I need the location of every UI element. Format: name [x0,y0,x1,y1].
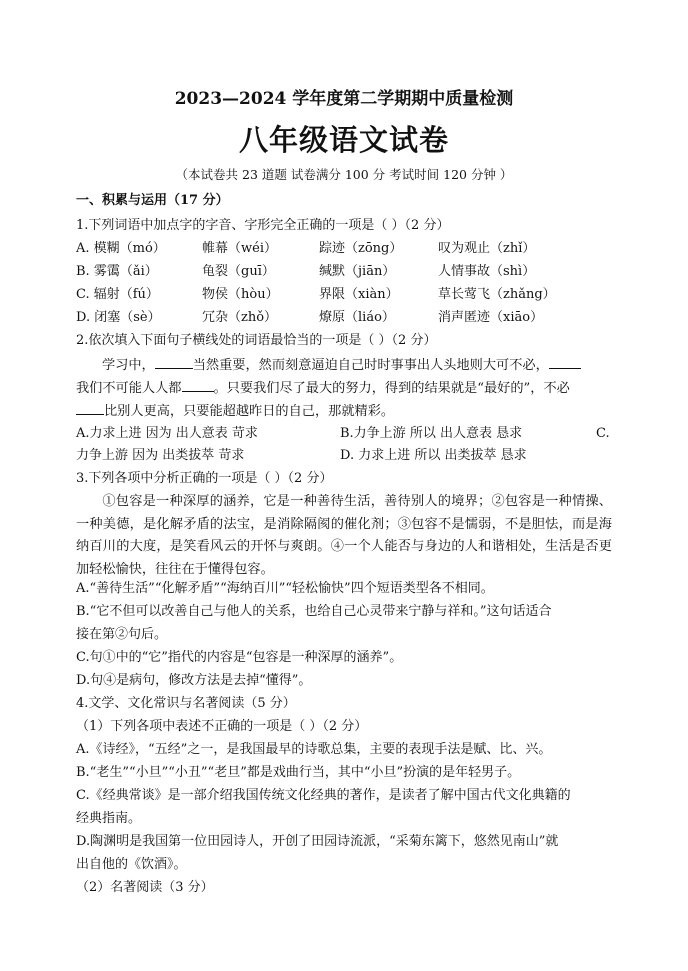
q1-option-d-4: 消声匿迹（xiāo） [438,310,544,325]
q1-option-d-2: 冗杂（zhǒ） [202,310,278,325]
answer-blank [76,402,104,415]
q2-option-c: 力争上游 因为 出类拔萃 苛求 [76,448,245,463]
q1-option-a-2: 帷幕（wéi） [202,241,277,256]
q1-option-c-3: 界限（xiàn） [319,287,399,302]
q2-passage-line-1: 学习中， 当然重要，然而刻意逼迫自己时时事事出人头地则大可不必， [102,356,581,375]
q2-option-b: B.力争上游 所以 出人意表 恳求 [340,426,523,441]
answer-blank [549,356,581,369]
question-3-stem: 3.下列各项中分析正确的一项是（ ）（2 分） [76,471,333,486]
q2-option-c-label: C. [596,426,610,441]
question-4-stem: 4.文学、文化常识与名著阅读（5 分） [76,696,296,711]
q3-option-c: C.句①中的“它”指代的内容是“包容是一种深厚的涵养”。 [76,650,403,665]
exam-meta: （本试卷共 23 道题 试卷满分 100 分 考试时间 120 分钟 ） [175,167,513,182]
q4-option-c-line-2: 经典指南。 [76,811,142,826]
question-2-stem: 2.依次填入下面句子横线处的词语最恰当的一项是（ ）（2 分） [76,333,437,348]
answer-blank [182,379,214,392]
q1-option-a-4: 叹为观止（zhǐ） [438,241,536,256]
q4-option-a: A.《诗经》，“五经”之一，是我国最早的诗歌总集，主要的表现手法是赋、比、兴。 [76,742,552,757]
q3-option-b-line-2: 接在第②句后。 [76,627,168,642]
q4-option-d-line-1: D.陶渊明是我国第一位田园诗人，开创了田园诗流派，“采菊东篱下，悠然见南山”就 [76,834,559,849]
q3-option-d: D.句④是病句，修改方法是去掉“懂得”。 [76,673,312,688]
q1-option-d-1: D. 闭塞（sè） [76,310,161,325]
exam-subject-title: 八年级语文试卷 [238,123,449,157]
q1-option-c-2: 物侯（hòu） [202,287,279,302]
answer-blank [155,356,193,369]
q2-passage-line-3: 比别人更高，只要能超越昨日的自己，那就精彩。 [76,402,394,421]
q1-option-a-1: A. 模糊（mó） [76,241,166,256]
question-1-stem: 1.下列词语中加点字的字音、字形完全正确的一项是（ ）（2 分） [76,218,450,233]
q3-option-a: A.“善待生活”“化解矛盾”“海纳百川”“轻松愉快”四个短语类型各不相同。 [76,581,494,596]
q1-option-b-1: B. 雾霭（ǎi） [76,264,158,279]
q4-option-c-line-1: C.《经典常谈》是一部介绍我国传统文化经典的著作，是读者了解中国古代文化典籍的 [76,788,571,803]
q1-option-c-1: C. 辐射（fú） [76,287,159,302]
q2-passage-line-2: 我们不可能人人都 。只要我们尽了最大的努力，得到的结果就是“最好的”，不必 [76,381,570,396]
q3-passage: ①包容是一种深厚的涵养，它是一种善待生活，善待别人的境界；②包容是一种情操、一种美德，是化解矛盾的法宝，是消除隔阂的催化剂；③包容不是懦弱，不是胆怯，而是海纳百川的大度，是笑看风云的开怀与爽朗。④一个人能否与身边的人和谐相处，生活是否更加轻松愉快，往往在于懂得包容。 [76,494,612,577]
q4-subquestion-2: （2）名著阅读（3 分） [76,880,214,895]
q4-option-b: B.“老生”“小旦”“小丑”“老旦”都是戏曲行当，其中“小旦”扮演的是年轻男子。 [76,765,521,780]
q1-option-c-4: 草长莺飞（zhǎng） [438,287,556,302]
q1-option-b-3: 缄默（jiān） [319,264,396,279]
q4-subquestion-1: （1）下列各项中表述不正确的一项是（ ）（2 分） [76,719,368,734]
q3-option-b-line-1: B.“它不但可以改善自己与他人的关系，也给自己心灵带来宁静与祥和。”这句话适合 [76,604,552,619]
q1-option-b-2: 龟裂（guī） [202,264,275,279]
q2-option-a: A.力求上进 因为 出人意表 苛求 [76,426,258,441]
q1-option-d-3: 燎原（liáo） [319,310,395,325]
q2-option-d: D. 力求上进 所以 出类拔萃 恳求 [340,448,527,463]
section-heading: 一、积累与运用（17 分） [76,193,229,208]
q1-option-a-3: 踪迹（zōng） [319,241,403,256]
q4-option-d-line-2: 出自他的《饮酒》。 [76,857,187,872]
q1-option-b-4: 人情事故（shì） [438,264,536,279]
exam-term-title: 2023—2024 学年度第二学期期中质量检测 [174,89,514,109]
